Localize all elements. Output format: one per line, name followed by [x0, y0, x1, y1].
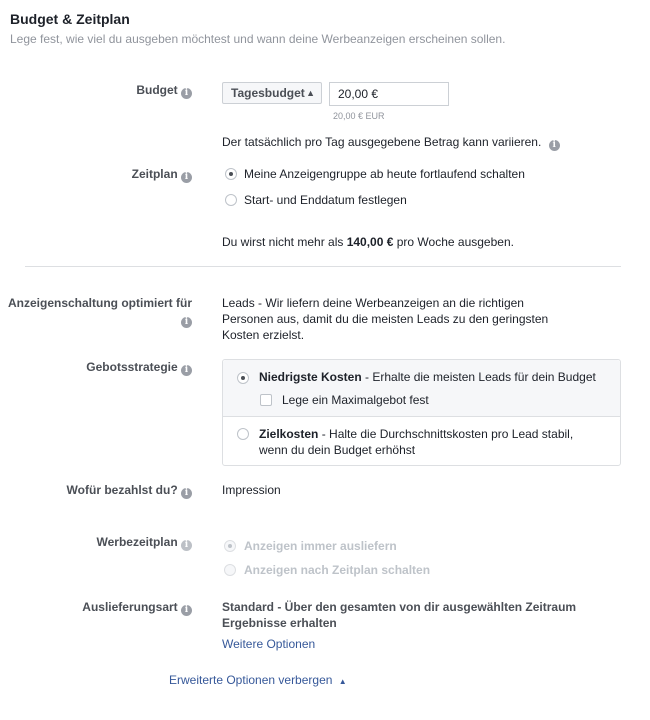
budget-label-row	[136, 82, 192, 99]
schedule-label-row	[132, 166, 192, 183]
weekly-spend-prefix: Du wirst nicht mehr als	[222, 235, 347, 249]
budget-type-select[interactable]	[222, 82, 322, 104]
ad-schedule-always-label[interactable]: Anzeigen immer ausliefern	[244, 539, 397, 553]
schedule-dates-radio[interactable]	[225, 194, 237, 206]
target-cost-radio[interactable]	[237, 428, 249, 440]
bid-strategy-box	[222, 359, 621, 466]
lowest-cost-option[interactable]	[259, 369, 596, 385]
info-icon[interactable]: i	[549, 140, 560, 151]
info-icon[interactable]: i	[181, 317, 192, 328]
max-bid-label[interactable]: Lege ein Maximalgebot fest	[282, 393, 429, 407]
delivery-desc-2: Ergebnisse erhalten	[222, 616, 337, 630]
lowest-cost-desc: - Erhalte die meisten Leads für dein Budget	[361, 370, 596, 384]
info-icon[interactable]: i	[181, 365, 192, 376]
target-cost-desc-2: wenn du dein Budget erhöhst	[259, 443, 416, 457]
delivery-desc-1: - Über den gesamten von dir ausgewählten Zeitraum	[274, 600, 577, 614]
info-icon[interactable]: i	[181, 172, 192, 183]
delivery-label: Auslieferungsart	[82, 600, 178, 614]
delivery-label-row	[82, 599, 192, 616]
section-divider	[25, 266, 621, 267]
target-cost-desc: - Halte die Durchschnittskosten pro Lead stabil,	[318, 427, 574, 441]
schedule-label: Zeitplan	[131, 167, 178, 181]
hide-advanced-options-link[interactable]	[169, 673, 347, 687]
billing-label-row	[67, 482, 192, 499]
optimization-value	[222, 295, 548, 343]
schedule-dates-label[interactable]: Start- und Enddatum festlegen	[244, 193, 407, 207]
optimization-label-row	[8, 295, 192, 328]
target-cost-title: Zielkosten	[259, 427, 319, 441]
weekly-spend-suffix: pro Woche ausgeben.	[393, 235, 514, 249]
bid-strategy-label-row	[86, 359, 192, 376]
info-icon[interactable]: i	[181, 88, 192, 99]
delivery-value	[222, 599, 576, 631]
optimization-leads: Leads	[222, 296, 255, 310]
delivery-title: Standard	[222, 600, 275, 614]
optimization-desc-1: - Wir liefern deine Werbeanzeigen an die richtigen	[254, 296, 524, 310]
more-options-link[interactable]: Weitere Optionen	[222, 637, 316, 651]
schedule-continuous-label[interactable]: Meine Anzeigengruppe ab heute fortlaufend schalten	[244, 167, 525, 181]
info-icon[interactable]: i	[181, 605, 192, 616]
lowest-cost-title: Niedrigste Kosten	[259, 370, 362, 384]
info-icon[interactable]: i	[181, 540, 192, 551]
section-title: Budget & Zeitplan	[10, 11, 130, 27]
billing-value: Impression	[222, 483, 281, 497]
bid-strategy-separator	[223, 416, 620, 417]
ad-schedule-label-row	[97, 534, 192, 551]
optimization-desc-3: Kosten erzielst.	[222, 328, 305, 342]
budget-amount-input[interactable]	[329, 82, 449, 106]
weekly-spend-note	[222, 234, 514, 250]
section-subtitle: Lege fest, wie viel du ausgeben möchtest und wann deine Werbeanzeigen erscheinen sollen.	[10, 32, 506, 46]
ad-schedule-label: Werbezeitplan	[96, 535, 178, 549]
budget-currency-note: 20,00 € EUR	[333, 111, 385, 121]
weekly-spend-amount: 140,00 €	[346, 235, 394, 249]
hide-advanced-options-label: Erweiterte Optionen verbergen	[169, 673, 333, 687]
optimization-desc-2: Personen aus, damit du die meisten Leads zu den geringsten	[222, 312, 549, 326]
lowest-cost-radio[interactable]	[237, 372, 249, 384]
ad-schedule-scheduled-radio[interactable]	[224, 564, 236, 576]
ad-schedule-scheduled-label[interactable]: Anzeigen nach Zeitplan schalten	[244, 563, 431, 577]
budget-label: Budget	[136, 83, 178, 97]
optimization-label: Anzeigenschaltung optimiert für	[7, 296, 192, 310]
ad-schedule-always-radio[interactable]	[224, 540, 236, 552]
billing-label: Wofür bezahlst du?	[66, 483, 178, 497]
target-cost-option[interactable]	[259, 426, 573, 458]
bid-strategy-label: Gebotsstrategie	[86, 360, 178, 374]
budget-variance-note: Der tatsächlich pro Tag ausgegebene Betrag kann variieren.	[222, 135, 542, 149]
schedule-continuous-radio[interactable]	[225, 168, 237, 180]
select-caret-icon: ▲︎	[306, 88, 315, 98]
max-bid-checkbox[interactable]	[260, 394, 272, 406]
info-icon[interactable]: i	[181, 488, 192, 499]
budget-type-value: Tagesbudget	[231, 86, 305, 100]
budget-variance-row	[222, 134, 560, 151]
triangle-up-icon: ▲	[338, 677, 347, 686]
